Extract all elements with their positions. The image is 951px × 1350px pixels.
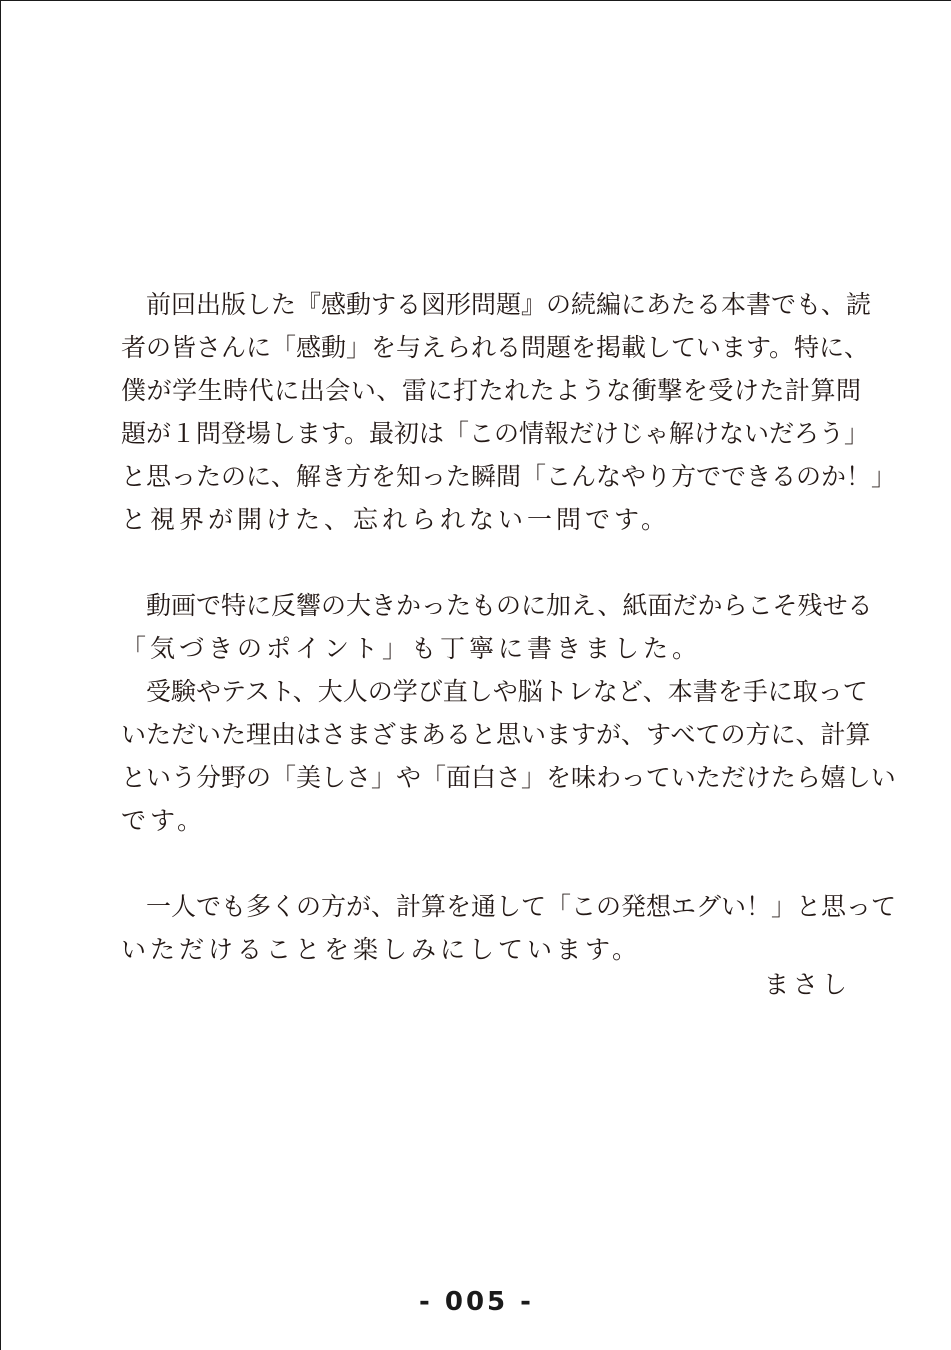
author-signature: まさし (763, 970, 851, 999)
paragraph-1 (121, 283, 897, 541)
text-line: 前回出版した『感動する図形問題』の続編にあたる本書でも、読 (121, 290, 872, 319)
text-line: と思ったのに、解き方を知った瞬間「こんなやり方でできるのか！」 (121, 462, 897, 491)
text-line: という分野の「美しさ」や「面白さ」を味わっていただけたら嬉しい (121, 763, 896, 792)
preface-text (121, 283, 897, 971)
text-line: です。 (121, 806, 207, 835)
text-line: と視界が開けた、忘れられない一問です。 (121, 505, 671, 534)
text-line: いただけることを楽しみにしています。 (121, 935, 642, 964)
text-line: 者の皆さんに「感動」を与えられる問題を掲載しています。特に、 (121, 333, 870, 362)
paragraph-3 (121, 885, 897, 971)
paragraph-spacer (121, 842, 861, 885)
paragraph-spacer (121, 541, 861, 584)
text-line: いただいた理由はさまざまあると思いますが、すべての方に、計算 (121, 720, 871, 749)
paragraph-2 (121, 584, 896, 842)
text-line: 動画で特に反響の大きかったものに加え、紙面だからこそ残せる (121, 591, 873, 620)
text-line: 「気づきのポイント」も丁寧に書きました。 (121, 634, 702, 663)
text-line: 受験やテスト、大人の学び直しや脳トレなど、本書を手に取って (121, 677, 868, 706)
text-line: 題が１問登場します。最初は「この情報だけじゃ解けないだろう」 (121, 419, 870, 448)
page-number: - 005 - (419, 1287, 534, 1317)
text-line: 僕が学生時代に出会い、雷に打たれたような衝撃を受けた計算問 (121, 376, 861, 405)
text-line: 一人でも多くの方が、計算を通して「この発想エグい！」と思って (121, 892, 897, 921)
